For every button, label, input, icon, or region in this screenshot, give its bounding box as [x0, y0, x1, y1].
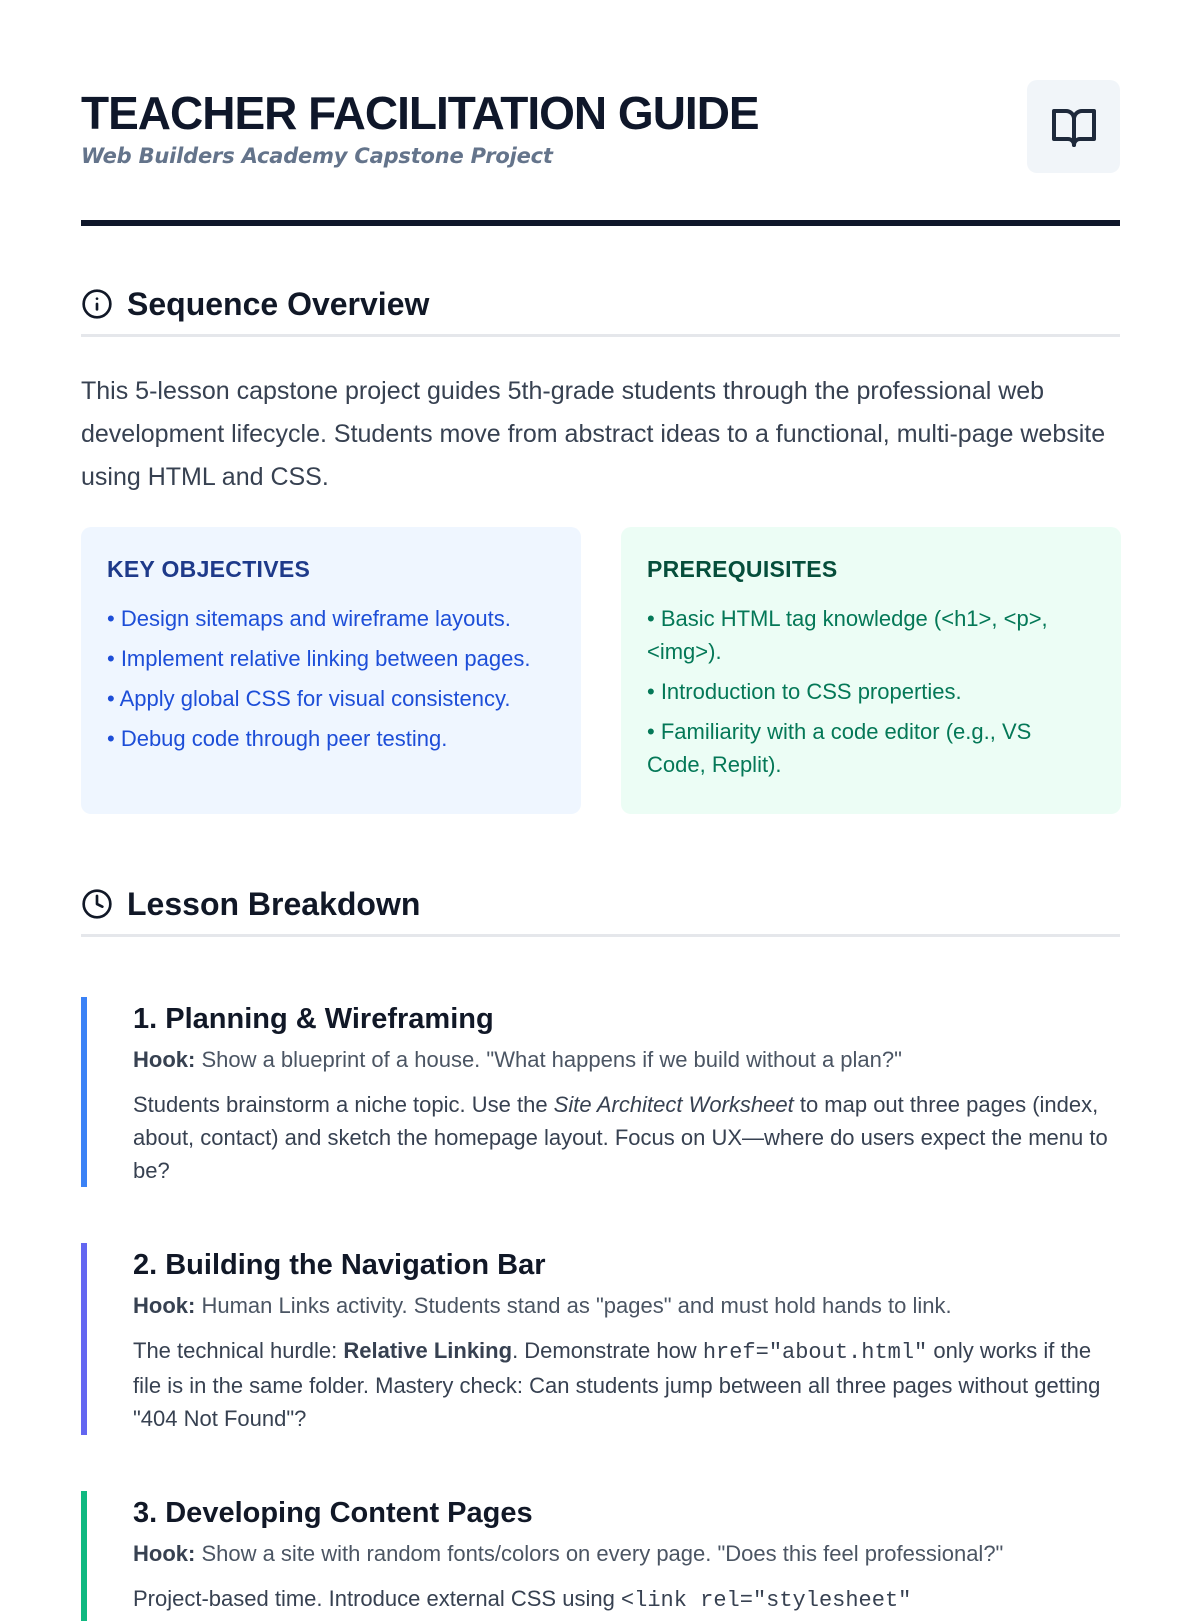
- lesson-title: 3. Developing Content Pages: [133, 1497, 533, 1529]
- lesson-body-text: to map out three pages (index, about, contact) and sketch the homepage layout. Focus on UX—where do users expect the menu to be?: [133, 1092, 1108, 1183]
- section-heading-overview: [81, 278, 1120, 337]
- key-term: Relative Linking: [343, 1338, 513, 1363]
- objective-item: • Implement relative linking between pages.: [107, 646, 531, 671]
- page-title: TEACHER FACILITATION GUIDE: [81, 87, 759, 139]
- overview-paragraph: This 5-lesson capstone project guides 5th-grade students through the professional web development lifecycle. Students move from abstract ideas to a functional, multi-page website using HTML and CSS.: [81, 377, 1106, 491]
- hook-label: Hook:: [133, 1541, 196, 1566]
- lesson-body: [133, 1334, 1120, 1435]
- page-subtitle: Web Builders Academy Capstone Project: [81, 144, 553, 168]
- objective-item: • Apply global CSS for visual consistency.: [107, 686, 511, 711]
- prerequisites-list: [647, 602, 1095, 781]
- prerequisites-box: [621, 527, 1121, 814]
- lesson-body-text: only works if the file is in the same folder. Mastery check: Can students jump between all three pages without getting "404 Not Found"?: [133, 1338, 1101, 1431]
- section-title-breakdown: Lesson Breakdown: [127, 886, 421, 922]
- lesson-hook: [133, 1043, 1120, 1076]
- lesson-card-1: [81, 997, 1120, 1187]
- prerequisite-item: • Introduction to CSS properties.: [647, 679, 962, 704]
- objective-item: • Design sitemaps and wireframe layouts.: [107, 606, 511, 631]
- clock-icon: [81, 888, 113, 920]
- lesson-body: [133, 1582, 1120, 1617]
- lesson-title: 2. Building the Navigation Bar: [133, 1249, 546, 1281]
- lesson-card-3: [81, 1491, 1120, 1621]
- lesson-title: 1. Planning & Wireframing: [133, 1003, 494, 1035]
- book-badge: [1027, 80, 1120, 173]
- info-circle-icon: [81, 288, 113, 320]
- objective-item: • Debug code through peer testing.: [107, 726, 448, 751]
- code-snippet: href="about.html": [702, 1340, 928, 1365]
- hook-label: Hook:: [133, 1293, 196, 1318]
- key-objectives-box: [81, 527, 581, 814]
- prerequisite-item: • Familiarity with a code editor (e.g., VS Code, Replit).: [647, 719, 1032, 777]
- prerequisites-heading: PREREQUISITES: [647, 556, 838, 582]
- header-divider: [81, 220, 1120, 226]
- section-title-overview: Sequence Overview: [127, 286, 430, 322]
- section-heading-breakdown: [81, 878, 1120, 937]
- hook-text: Human Links activity. Students stand as "pages" and must hold hands to link.: [195, 1293, 952, 1318]
- hook-text: Show a blueprint of a house. "What happens if we build without a plan?": [195, 1047, 902, 1072]
- lesson-body-text: Students brainstorm a niche topic. Use the: [133, 1092, 554, 1117]
- lesson-hook: [133, 1537, 1120, 1570]
- prerequisite-item: • Basic HTML tag knowledge (<h1>, <p>, <img>).: [647, 606, 1048, 664]
- lesson-body-text: Project-based time. Introduce external CSS using: [133, 1586, 621, 1611]
- hook-text: Show a site with random fonts/colors on every page. "Does this feel professional?": [195, 1541, 1004, 1566]
- open-book-icon: [1048, 103, 1100, 151]
- code-snippet: <link rel="stylesheet": [620, 1588, 912, 1613]
- lesson-card-2: [81, 1243, 1120, 1435]
- objectives-list: [107, 602, 555, 755]
- lesson-body-text: The technical hurdle:: [133, 1338, 344, 1363]
- guide-header: [81, 80, 1120, 230]
- lesson-body-text: . Demonstrate how: [512, 1338, 703, 1363]
- hook-label: Hook:: [133, 1047, 196, 1072]
- worksheet-name: Site Architect Worksheet: [553, 1092, 794, 1117]
- objectives-heading: KEY OBJECTIVES: [107, 556, 311, 582]
- lesson-hook: [133, 1289, 1120, 1322]
- lesson-body: [133, 1088, 1120, 1187]
